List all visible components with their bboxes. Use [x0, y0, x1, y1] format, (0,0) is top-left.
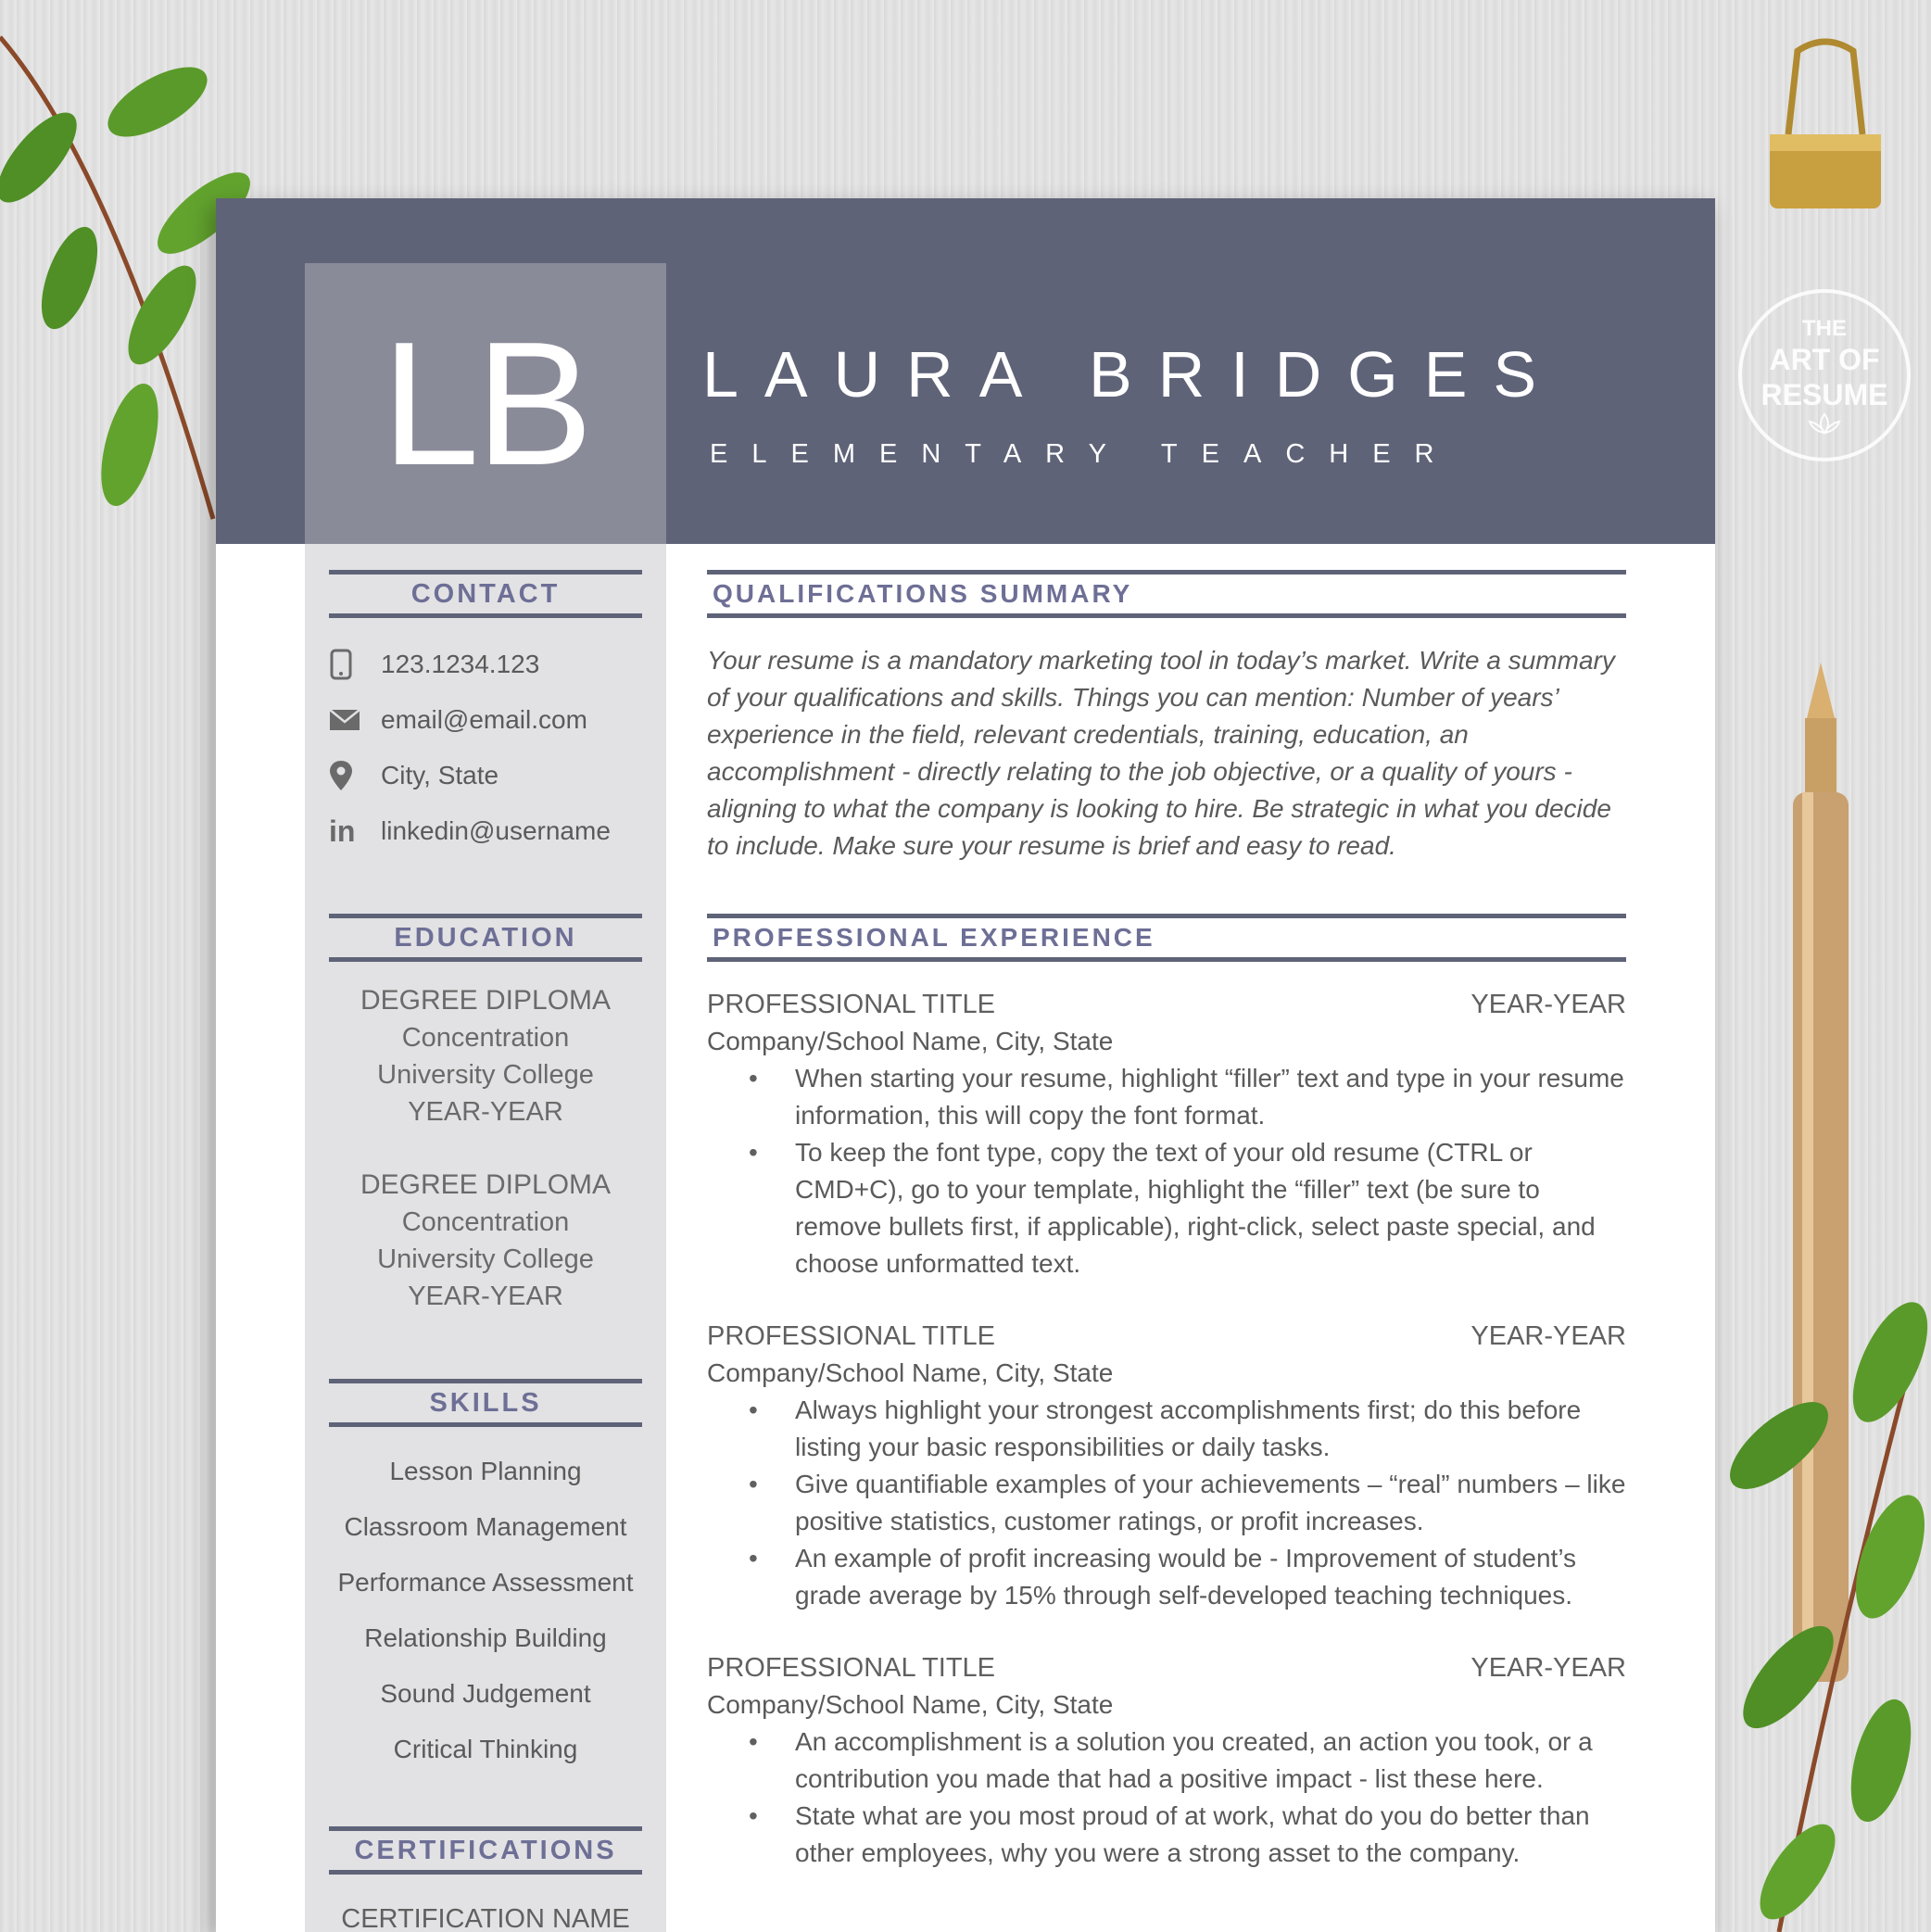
job-title-text: PROFESSIONAL TITLE [707, 990, 996, 1019]
summary-section [707, 570, 1626, 865]
skill-item: Classroom Management [344, 1512, 627, 1541]
summary-text: Your resume is a mandatory marketing tool in today’s market. Write a summary of your qualifications and skills. Things you can mention: Number of years’ experience in the field, relevant credentials, training, education, an accomplishment - directly relating to the job objective, or a quality of yours - aligning to what the company is looking to hire. Be strategic in what you decide to include. Make sure your resume is brief and easy to read. [707, 646, 1615, 860]
job-entry [707, 1649, 1626, 1872]
contact-email: email@email.com [329, 692, 642, 748]
job-bullet: • Give quantifiable examples of your achievements – “real” numbers – like positive statistics, customer ratings, or profit increases. [795, 1466, 1626, 1540]
skills-heading: SKILLS [329, 1379, 642, 1427]
job-years: YEAR-YEAR [1470, 990, 1626, 1019]
candidate-name: LAURA BRIDGES [702, 338, 1563, 410]
job-years: YEAR-YEAR [1470, 1321, 1626, 1351]
art-of-resume-badge: THE ART OF RESUME [1738, 289, 1911, 461]
education-section [329, 914, 642, 1315]
skill-item: Lesson Planning [389, 1457, 582, 1485]
contact-heading: CONTACT [329, 570, 642, 618]
monogram-box [305, 263, 666, 544]
education-entry: DEGREE DIPLOMA Concentration University College YEAR-YEAR [360, 985, 612, 1127]
skill-item: Sound Judgement [380, 1679, 591, 1708]
job-bullet: • When starting your resume, highlight “filler” text and type in your resume information, this will copy the font format. [795, 1060, 1626, 1134]
job-entry [707, 986, 1626, 1282]
binder-clip [1751, 32, 1899, 218]
summary-heading: QUALIFICATIONS SUMMARY [707, 570, 1626, 618]
skill-item: Critical Thinking [393, 1735, 578, 1763]
location-pin-icon [329, 760, 381, 791]
certification-item: CERTIFICATION NAME [341, 1904, 630, 1932]
phone-icon [329, 649, 381, 680]
job-entry [707, 1318, 1626, 1614]
skill-item: Relationship Building [364, 1623, 607, 1652]
resume-page [216, 198, 1715, 1932]
job-title: ELEMENTARY TEACHER [710, 439, 1458, 469]
job-bullet: • An example of profit increasing would be - Improvement of student’s grade average by 15% through self-developed teaching techniques. [795, 1540, 1626, 1614]
certifications-heading: CERTIFICATIONS [329, 1826, 642, 1875]
leaf-branch-bottom-right [1723, 1279, 1931, 1932]
experience-section [707, 914, 1626, 1872]
job-company: Company/School Name, City, State [707, 1690, 1114, 1719]
lotus-icon [1806, 412, 1843, 435]
envelope-icon [329, 709, 381, 731]
job-company: Company/School Name, City, State [707, 1027, 1114, 1055]
job-years: YEAR-YEAR [1470, 1653, 1626, 1683]
linkedin-icon: in [329, 814, 356, 848]
job-bullet: • To keep the font type, copy the text of your old resume (CTRL or CMD+C), go to your template, highlight the “filler” text (be sure to remove bullets first, if applicable), right-click, select paste special, and choose unformatted text. [795, 1134, 1626, 1282]
contact-location: City, State [329, 748, 642, 803]
job-title-text: PROFESSIONAL TITLE [707, 1653, 996, 1683]
monogram: LB [381, 305, 590, 502]
education-entry: DEGREE DIPLOMA Concentration University College YEAR-YEAR [360, 1169, 612, 1311]
job-bullet: • State what are you most proud of at work, what do you do better than other employees, why you were a strong asset to the company. [795, 1798, 1626, 1872]
job-bullet: • An accomplishment is a solution you created, an action you took, or a contribution you made that had a positive impact - list these here. [795, 1724, 1626, 1798]
education-heading: EDUCATION [329, 914, 642, 962]
certifications-section [329, 1826, 642, 1932]
skills-section [329, 1379, 642, 1777]
experience-heading: PROFESSIONAL EXPERIENCE [707, 914, 1626, 962]
job-company: Company/School Name, City, State [707, 1358, 1114, 1387]
job-title-text: PROFESSIONAL TITLE [707, 1321, 996, 1351]
contact-section [329, 570, 642, 859]
contact-phone: 123.1234.123 [329, 637, 642, 692]
contact-linkedin: in linkedin@username [329, 814, 611, 848]
skill-item: Performance Assessment [337, 1568, 634, 1597]
job-bullet: • Always highlight your strongest accomplishments first; do this before listing your basic responsibilities or daily tasks. [795, 1392, 1626, 1466]
